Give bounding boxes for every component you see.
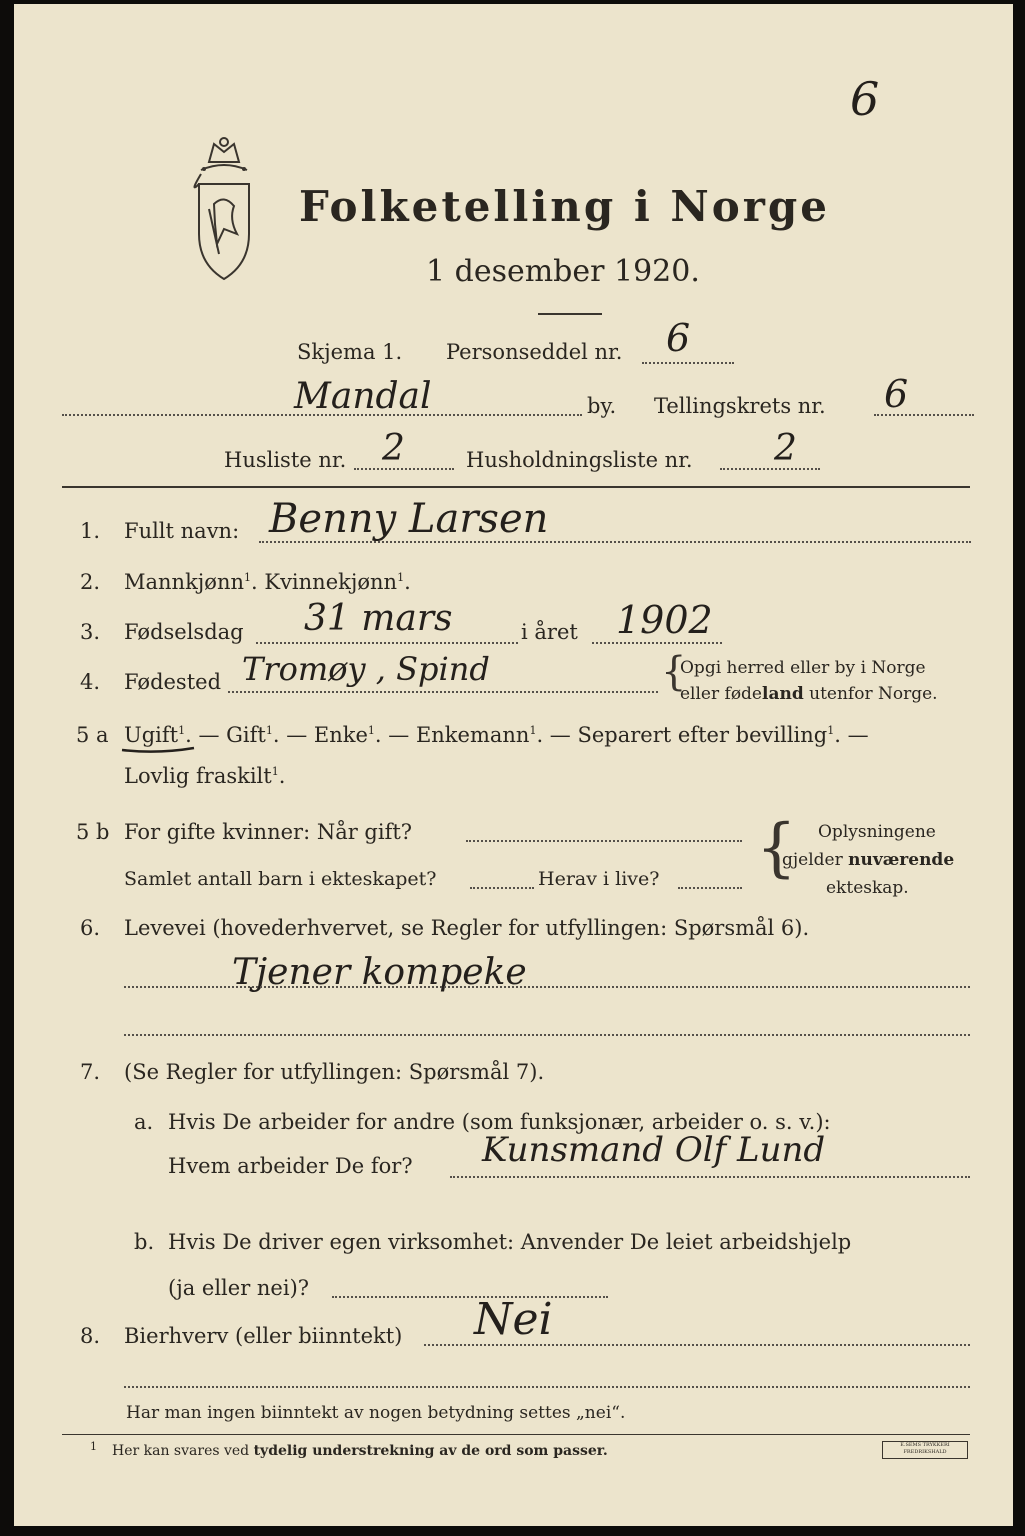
by-label: by. bbox=[587, 394, 617, 418]
husliste-line bbox=[354, 468, 454, 470]
q1-value: Benny Larsen bbox=[269, 496, 549, 542]
q2-mann: Mannkjønn bbox=[124, 570, 245, 594]
by-line bbox=[62, 414, 582, 416]
q7b-line1: Hvis De driver egen virksomhet: Anvender De leiet arbeidshjelp bbox=[168, 1230, 852, 1254]
q5a-gift: Gift bbox=[226, 723, 266, 747]
header-rule bbox=[62, 486, 970, 488]
q3-line bbox=[256, 642, 518, 644]
q7a-line bbox=[450, 1176, 970, 1178]
q8-line2 bbox=[124, 1386, 970, 1388]
husliste-label: Husliste nr. bbox=[224, 448, 347, 472]
q5a-ugift: Ugift bbox=[124, 723, 179, 747]
q7b-letter: b. bbox=[134, 1230, 155, 1254]
q2-options: Mannkjønn$^1$. Kvinnekjønn$^1$. bbox=[124, 570, 411, 594]
q5a-number: 5 a bbox=[76, 723, 109, 747]
q8-number: 8. bbox=[80, 1324, 101, 1348]
q5b-line1-dots bbox=[466, 840, 742, 842]
title-divider bbox=[538, 313, 602, 315]
q5b-note3: ekteskap. bbox=[826, 878, 909, 898]
q4-brace: { bbox=[661, 649, 687, 695]
q3-year-value: 1902 bbox=[616, 598, 713, 642]
q4-note-line2: eller fødeland utenfor Norge. bbox=[680, 684, 938, 704]
footer-rule bbox=[62, 1434, 970, 1435]
q4-label: Fødested bbox=[124, 670, 222, 694]
q5b-line2-dots bbox=[470, 887, 534, 889]
printer-stamp: E.SEMS TRYKKERI FREDRIKSHALD bbox=[882, 1441, 968, 1459]
q5b-line2: Samlet antall barn i ekteskapet? bbox=[124, 868, 437, 890]
q8-value: Nei bbox=[474, 1294, 553, 1345]
q5a-enkemann: Enkemann bbox=[415, 723, 530, 747]
corner-number: 6 bbox=[850, 72, 880, 126]
q5b-herav-dots bbox=[678, 887, 742, 889]
tellingskrets-value: 6 bbox=[884, 372, 909, 416]
q1-line bbox=[259, 541, 971, 543]
q3-number: 3. bbox=[80, 620, 101, 644]
q3-label: Fødselsdag bbox=[124, 620, 244, 644]
husholdning-line bbox=[720, 468, 820, 470]
census-form-page bbox=[14, 4, 1013, 1526]
personseddel-label: Personseddel nr. bbox=[446, 340, 623, 364]
by-value: Mandal bbox=[294, 376, 432, 417]
q5a-separert: Separert efter bevilling bbox=[577, 723, 828, 747]
q7a-line1: Hvis De arbeider for andre (som funksjonær, arbeider o. s. v.): bbox=[168, 1110, 831, 1134]
q1-label: Fullt navn: bbox=[124, 519, 240, 543]
q3-value: 31 mars bbox=[304, 598, 453, 639]
q7a-letter: a. bbox=[134, 1110, 154, 1134]
q2-number: 2. bbox=[80, 570, 101, 594]
coat-of-arms-icon bbox=[179, 134, 269, 282]
q4-value: Tromøy , Spind bbox=[242, 650, 490, 688]
q5a-enke: Enke bbox=[313, 723, 368, 747]
q6-value: Tjener kompeke bbox=[232, 952, 527, 993]
q5b-note2: gjelder nuværende bbox=[782, 850, 955, 870]
tellingskrets-line bbox=[874, 414, 974, 416]
husliste-value: 2 bbox=[382, 428, 405, 469]
q3-year-line bbox=[592, 642, 722, 644]
q3-year-label: i året bbox=[521, 620, 578, 644]
q4-note-line1: Opgi herred eller by i Norge bbox=[680, 658, 926, 678]
q6-line1 bbox=[124, 986, 970, 988]
q7a-line2: Hvem arbeider De for? bbox=[168, 1154, 413, 1178]
q7b-line bbox=[332, 1296, 608, 1298]
footnote-mark: 1 bbox=[90, 1440, 97, 1453]
q2-kvinne: Kvinnekjønn bbox=[264, 570, 398, 594]
q5a-lovlig: Lovlig fraskilt$^1$. bbox=[124, 764, 286, 788]
personseddel-value: 6 bbox=[666, 316, 691, 360]
q7a-value: Kunsmand Olf Lund bbox=[482, 1130, 826, 1170]
form-title: Folketelling i Norge bbox=[299, 182, 831, 231]
husholdning-value: 2 bbox=[774, 428, 797, 469]
husholdning-label: Husholdningsliste nr. bbox=[466, 448, 693, 472]
form-subtitle: 1 desember 1920. bbox=[426, 254, 700, 289]
tellingskrets-label: Tellingskrets nr. bbox=[654, 394, 826, 418]
footnote-text: Her kan svares ved tydelig understrekning av de ord som passer. bbox=[112, 1443, 608, 1459]
q6-line2 bbox=[124, 1034, 970, 1036]
q4-line bbox=[228, 691, 658, 693]
q7-label: (Se Regler for utfyllingen: Spørsmål 7). bbox=[124, 1060, 545, 1084]
q7b-line2: (ja eller nei)? bbox=[168, 1276, 310, 1300]
q4-number: 4. bbox=[80, 670, 101, 694]
q5a-options: Ugift$^1$. — Gift$^1$. — Enke$^1$. — Enkemann$^1$. — Separert efter bevilling$^1$. — bbox=[124, 723, 869, 747]
footer-note: Har man ingen biinntekt av nogen betydning settes „nei“. bbox=[126, 1403, 626, 1423]
q7-number: 7. bbox=[80, 1060, 101, 1084]
q8-label: Bierhverv (eller biinntekt) bbox=[124, 1324, 403, 1348]
q6-number: 6. bbox=[80, 916, 101, 940]
q5b-number: 5 b bbox=[76, 820, 110, 844]
personseddel-line bbox=[642, 362, 734, 364]
q6-label: Levevei (hovederhvervet, se Regler for utfyllingen: Spørsmål 6). bbox=[124, 916, 810, 940]
q5b-note1: Oplysningene bbox=[818, 822, 936, 842]
q5b-brace: { bbox=[756, 811, 797, 885]
q5b-herav: Herav i live? bbox=[538, 868, 660, 890]
q5a-underline-mark bbox=[118, 742, 198, 756]
q5b-line1: For gifte kvinner: Når gift? bbox=[124, 820, 413, 844]
skjema-label: Skjema 1. bbox=[297, 340, 403, 364]
q1-number: 1. bbox=[80, 519, 101, 543]
q8-line bbox=[424, 1344, 970, 1346]
